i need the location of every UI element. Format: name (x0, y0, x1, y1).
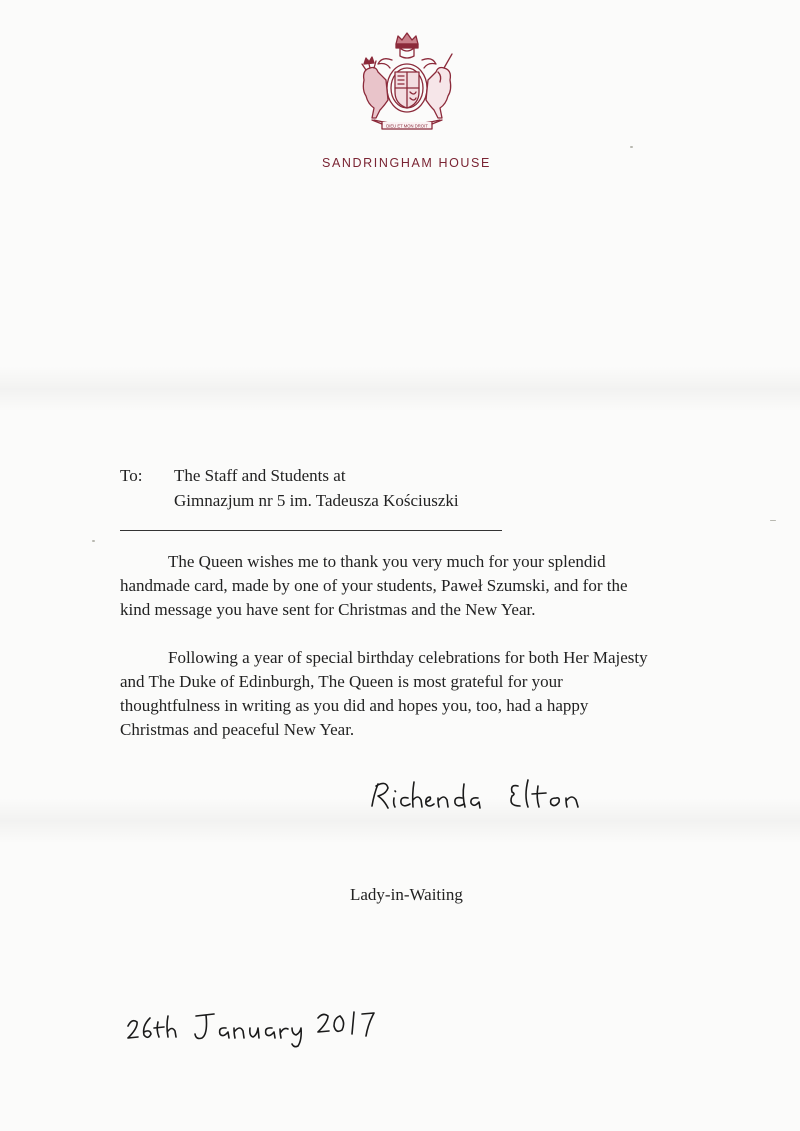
recipient-line-1: The Staff and Students at (174, 466, 346, 485)
letterhead-title: SANDRINGHAM HOUSE (322, 156, 491, 170)
paper-speck (770, 520, 776, 521)
body-paragraph-1-line: The Queen wishes me to thank you very much for your splendid (168, 552, 606, 571)
handwritten-signature-icon (366, 772, 626, 822)
body-paragraph-1-line: handmade card, made by one of your students, Paweł Szumski, and for the (120, 576, 628, 595)
date-text (0, 0, 1, 1)
address-divider (120, 530, 502, 531)
body-paragraph-1 (120, 550, 710, 622)
handwritten-date-icon (122, 1004, 382, 1050)
address-to-label: To: (120, 466, 143, 485)
signatory-title: Lady-in-Waiting (350, 885, 463, 904)
paper-speck (92, 540, 95, 542)
body-paragraph-2-line: thoughtfulness in writing as you did and hopes you, too, had a happy (120, 696, 589, 715)
recipient-line-2: Gimnazjum nr 5 im. Tadeusza Kościuszki (174, 491, 459, 510)
body-paragraph-1-line: kind message you have sent for Christmas and the New Year. (120, 600, 536, 619)
paper-speck (630, 146, 633, 148)
royal-coat-of-arms-icon (352, 30, 462, 134)
body-paragraph-2-line: and The Duke of Edinburgh, The Queen is most grateful for your (120, 672, 563, 691)
paper-fold-upper (0, 366, 800, 412)
body-paragraph-2-line: Following a year of special birthday celebrations for both Her Majesty (168, 648, 648, 667)
svg-text:DIEU ET MON DROIT: DIEU ET MON DROIT (386, 123, 428, 129)
body-paragraph-2 (120, 646, 710, 742)
body-paragraph-2-line: Christmas and peaceful New Year. (120, 720, 355, 739)
